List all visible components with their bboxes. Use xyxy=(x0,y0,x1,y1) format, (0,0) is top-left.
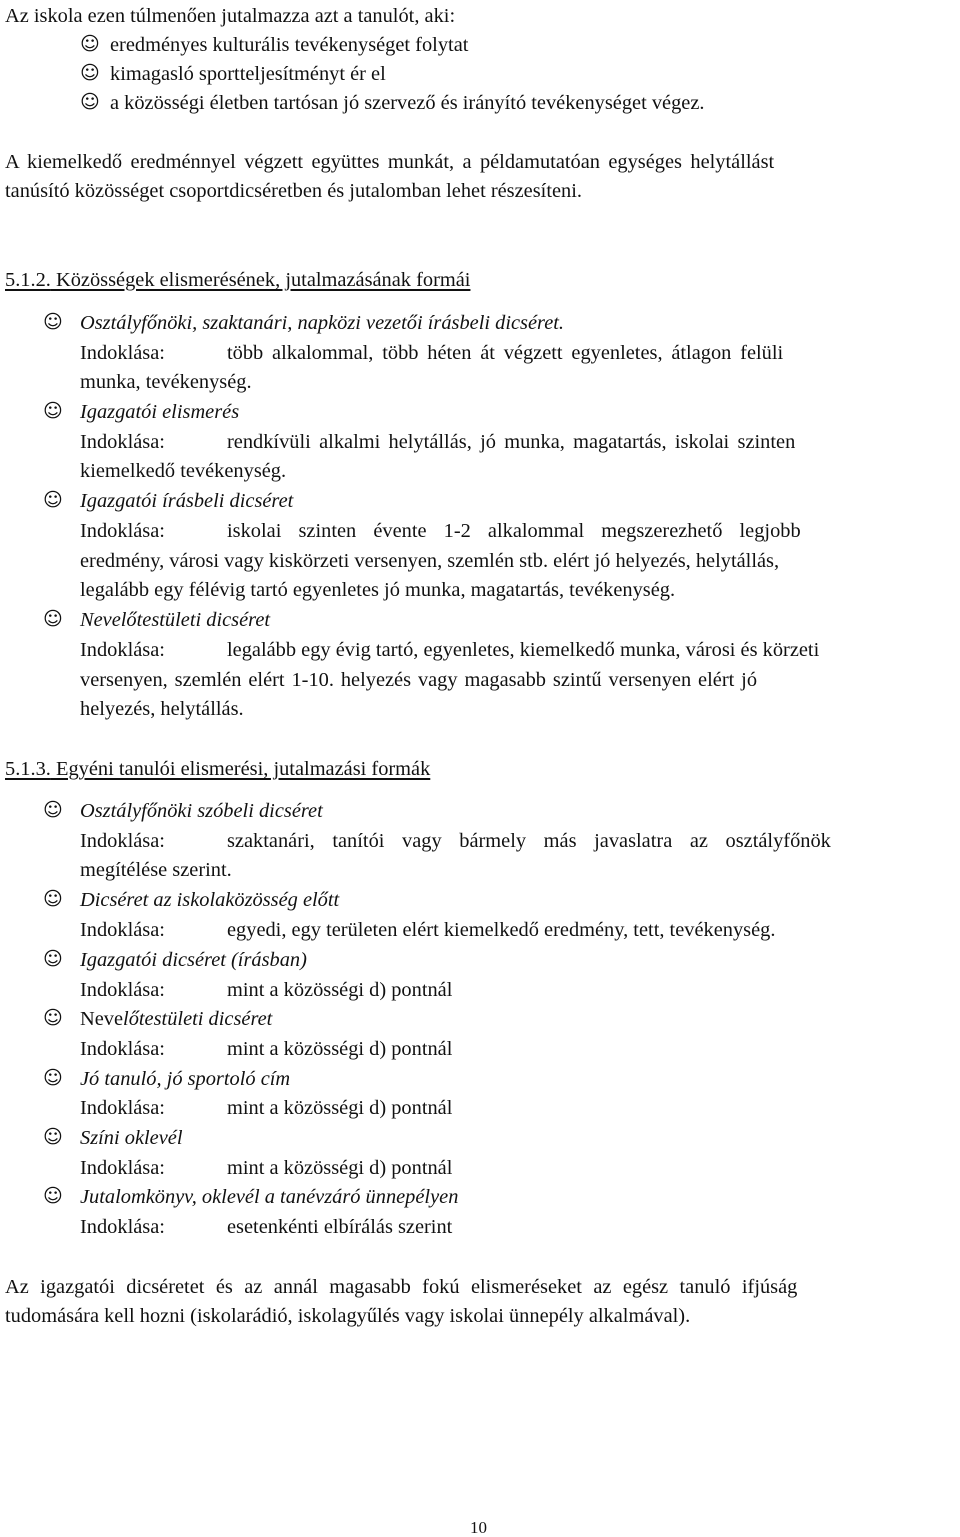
reason-label: Indoklása: xyxy=(80,1216,165,1238)
reason-text: versenyen, szemlén elért 1-10. helyezés vagy magasabb szintű versenyen elért jó xyxy=(80,669,758,691)
award-name: Nevelőtestületi dicséret xyxy=(80,609,271,631)
section-title: Egyéni tanulói elismerési, jutalmazási formák xyxy=(56,758,431,780)
reason-text: mint a közösségi d) pontnál xyxy=(227,1097,453,1119)
award-name: Osztályfőnöki szóbeli dicséret xyxy=(80,800,323,822)
award-name: Igazgatói elismerés xyxy=(80,401,240,423)
reason-text: iskolai szinten évente 1-2 alkalommal megszerezhető legjobb xyxy=(227,520,801,542)
reason-text: munka, tevékenység. xyxy=(80,371,252,393)
reason-label: Indoklása: xyxy=(80,342,165,364)
intro-heading: Az iskola ezen túlmenően jutalmazza azt a tanulót, aki: xyxy=(5,5,456,27)
reason-label: Indoklása: xyxy=(80,1157,165,1179)
reason-text: mint a közösségi d) pontnál xyxy=(227,1038,453,1060)
closing-paragraph: tudomására kell hozni (iskolarádió, iskolagyűlés vagy iskolai ünnepély alkalmával). xyxy=(5,1305,691,1327)
smiley-icon: ☺ xyxy=(80,33,100,55)
reason-label: Indoklása: xyxy=(80,830,165,852)
reason-text: szaktanári, tanítói vagy bármely más javaslatra az osztályfőnök xyxy=(227,830,831,852)
section-title: Közösségek elismerésének, jutalmazásának formái xyxy=(56,269,471,291)
smiley-icon: ☺ xyxy=(43,1067,63,1089)
intro-bullet: a közösségi életben tartósan jó szervező és irányító tevékenységet végez. xyxy=(110,92,705,114)
closing-paragraph: Az igazgatói dicséretet és az annál magasabb fokú elismeréseket az egész tanuló ifjúság xyxy=(5,1276,798,1298)
award-name: Osztályfőnöki, szaktanári, napközi vezetői írásbeli dicséret. xyxy=(80,312,565,334)
section-heading xyxy=(5,270,470,290)
intro-paragraph: A kiemelkedő eredménnyel végzett együttes munkát, a példamutatóan egységes helytállást xyxy=(5,151,775,173)
reason-label: Indoklása: xyxy=(80,639,165,661)
smiley-icon: ☺ xyxy=(43,799,63,821)
smiley-icon: ☺ xyxy=(43,888,63,910)
smiley-icon: ☺ xyxy=(43,1185,63,1207)
intro-paragraph: tanúsító közösséget csoportdicséretben és jutalomban lehet részesíteni. xyxy=(5,180,582,202)
reason-text: mint a közösségi d) pontnál xyxy=(227,1157,453,1179)
reason-text: legalább egy évig tartó, egyenletes, kiemelkedő munka, városi és körzeti xyxy=(227,639,820,661)
award-name-rest: lőtestületi dicséret xyxy=(123,1008,273,1030)
award-name xyxy=(80,1009,272,1029)
reason-text: egyedi, egy területen elért kiemelkedő eredmény, tett, tevékenység. xyxy=(227,919,776,941)
smiley-icon: ☺ xyxy=(43,608,63,630)
award-name: Színi oklevél xyxy=(80,1127,183,1149)
smiley-icon: ☺ xyxy=(80,91,100,113)
reason-text: esetenkénti elbírálás szerint xyxy=(227,1216,453,1238)
reason-text: helyezés, helytállás. xyxy=(80,698,244,720)
smiley-icon: ☺ xyxy=(43,400,63,422)
reason-label: Indoklása: xyxy=(80,979,165,1001)
smiley-icon: ☺ xyxy=(43,311,63,333)
reason-text: megítélése szerint. xyxy=(80,859,232,881)
reason-text: mint a közösségi d) pontnál xyxy=(227,979,453,1001)
page-number: 10 xyxy=(470,1518,487,1537)
reason-label: Indoklása: xyxy=(80,431,165,453)
reason-label: Indoklása: xyxy=(80,919,165,941)
intro-bullet: kimagasló sportteljesítményt ér el xyxy=(110,63,386,85)
smiley-icon: ☺ xyxy=(43,489,63,511)
intro-bullet: eredményes kulturális tevékenységet folytat xyxy=(110,34,469,56)
reason-text: több alkalommal, több héten át végzett egyenletes, átlagon felüli xyxy=(227,342,784,364)
section-number: 5.1.2. xyxy=(5,269,51,291)
reason-label: Indoklása: xyxy=(80,520,165,542)
award-name: Igazgatói írásbeli dicséret xyxy=(80,490,294,512)
award-name: Jutalomkönyv, oklevél a tanévzáró ünnepélyen xyxy=(80,1186,459,1208)
smiley-icon: ☺ xyxy=(43,948,63,970)
section-heading xyxy=(5,759,430,779)
award-name-prefix: Neve xyxy=(80,1008,124,1030)
reason-text: rendkívüli alkalmi helytállás, jó munka, magatartás, iskolai szinten xyxy=(227,431,796,453)
reason-label: Indoklása: xyxy=(80,1097,165,1119)
smiley-icon: ☺ xyxy=(43,1126,63,1148)
reason-text: legalább egy félévig tartó egyenletes jó munka, magatartás, tevékenység. xyxy=(80,579,676,601)
section-number: 5.1.3. xyxy=(5,758,51,780)
smiley-icon: ☺ xyxy=(80,62,100,84)
reason-text: kiemelkedő tevékenység. xyxy=(80,460,287,482)
award-name: Dicséret az iskolaközösség előtt xyxy=(80,889,340,911)
award-name: Igazgatói dicséret (írásban) xyxy=(80,949,307,971)
smiley-icon: ☺ xyxy=(43,1007,63,1029)
reason-label: Indoklása: xyxy=(80,1038,165,1060)
award-name: Jó tanuló, jó sportoló cím xyxy=(80,1068,291,1090)
reason-text: eredmény, városi vagy kiskörzeti versenyen, szemlén stb. elért jó helyezés, helytállás, xyxy=(80,550,780,572)
